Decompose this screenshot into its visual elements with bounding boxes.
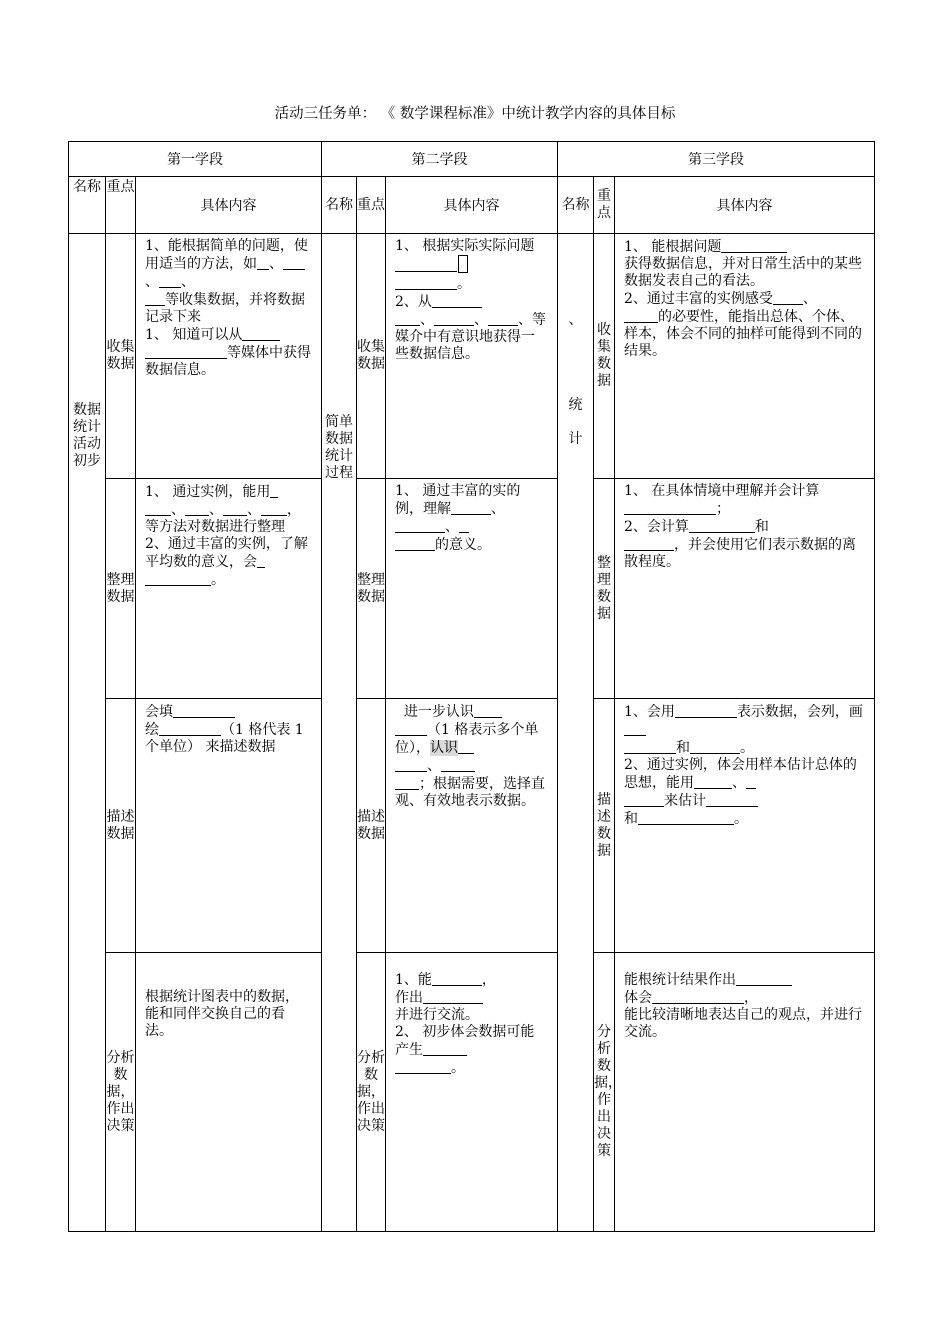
- s2-name-cell: 简单数据统计过程: [322, 234, 357, 1232]
- s1-name-header: 名称: [69, 177, 106, 234]
- s2-focus-describe: 描述数据: [357, 699, 386, 953]
- s1-organize-content: 1、 通过实例，能用 、 、 、 ，等方法对数据进行整理 2、通过丰富的实例，了解平均数的意义，会 。: [136, 479, 322, 699]
- s3-collect-content: 1、 能根据问题 获得数据信息，并对日常生活中的某些数据发表自己的看法。 2、通过丰富的实例感受 、 的必要性，能指出总体、个体、样本，体会不同的抽样可能得到不同的结果。: [615, 234, 875, 479]
- stage-3-header: 第三学段: [558, 142, 875, 177]
- s3-analyze-content: 能根统计结果作出 体会 ， 能比较清晰地表达自己的观点，并进行交流。: [615, 953, 875, 1232]
- s3-describe-content: 1、会用 表示数据，会列，画 和 。 2、通过实例，体会用样本估计总体的思想，能用 、 来估计 和 。: [615, 699, 875, 953]
- s2-organize-content: 1、 通过丰富的实的例，理解 、 、 的意义。: [386, 479, 558, 699]
- s1-focus-describe: 描述数据: [106, 699, 136, 953]
- s2-describe-content: 进一步认识 （1 格表示多个单位），认识 、 ；根据需要，选择直观、有效地表示数据。: [386, 699, 558, 953]
- s1-focus-collect: 收集数据: [106, 234, 136, 479]
- s1-focus-analyze: 分析数据，作出决策: [106, 953, 136, 1232]
- s3-focus-analyze: 分析数据，作出决策: [594, 953, 615, 1232]
- s1-name-cell: 数据统计活动初步: [69, 234, 106, 1232]
- stage-1-header: 第一学段: [69, 142, 322, 177]
- page-title: 活动三任务单： 《 数学课程标准》中统计教学内容的具体目标: [274, 106, 676, 122]
- s2-content-header: 具体内容: [386, 177, 558, 234]
- s3-organize-content: 1、 在具体情境中理解并会计算 ； 2、会计算 和 ，并会使用它们表示数据的离散程度。: [615, 479, 875, 699]
- s3-name-cell: 、 统 计: [558, 234, 594, 1232]
- s2-focus-analyze: 分析数据，作出决策: [357, 953, 386, 1232]
- s2-focus-collect: 收集数据: [357, 234, 386, 479]
- s1-analyze-content: 根据统计图表中的数据，能和同伴交换自己的看法。: [136, 953, 322, 1232]
- s1-content-header: 具体内容: [136, 177, 322, 234]
- s2-analyze-content: 1、能 ， 作出 并进行交流。 2、 初步体会数据可能产生 。: [386, 953, 558, 1232]
- text-cursor: [458, 255, 468, 273]
- s3-focus-header: 重点: [594, 177, 615, 234]
- s3-name-header: 名称: [558, 177, 594, 234]
- s1-collect-content: 1、能根据简单的问题，使用适当的方法，如 、、 、 等收集数据，并将数据记录下来 1、 知道可以从 等媒体中获得数据信息。: [136, 234, 322, 479]
- s3-content-header: 具体内容: [615, 177, 875, 234]
- s3-focus-describe: 描述数据: [594, 699, 615, 953]
- s2-focus-header: 重点: [357, 177, 386, 234]
- s1-focus-organize: 整理数据: [106, 479, 136, 699]
- s2-focus-organize: 整理数据: [357, 479, 386, 699]
- stage-2-header: 第二学段: [322, 142, 558, 177]
- s2-collect-content: 1、 根据实际实际问题 。 2、从 、 、 、等媒介中有意识地获得一些数据信息。: [386, 234, 558, 479]
- s3-focus-organize: 整理数据: [594, 479, 615, 699]
- s3-focus-collect: 收集数据: [594, 234, 615, 479]
- s1-focus-header: 重点: [106, 177, 136, 234]
- s2-name-header: 名称: [322, 177, 357, 234]
- s1-describe-content: 会填 绘 （1 格代表 1 个单位） 来描述数据: [136, 699, 322, 953]
- stats-goals-table: [68, 141, 875, 1232]
